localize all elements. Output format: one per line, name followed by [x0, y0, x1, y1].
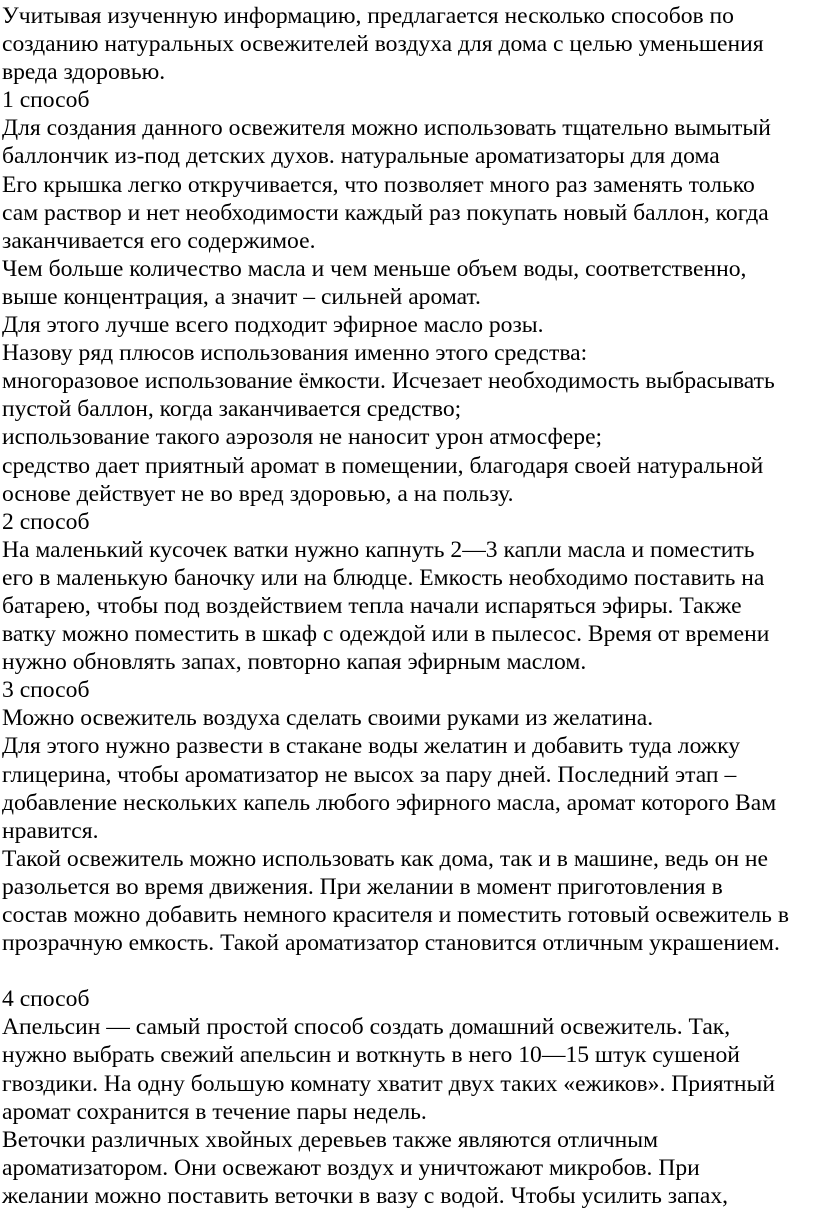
text-line: средство дает приятный аромат в помещении, благодаря своей натуральной	[2, 452, 764, 479]
text-line: аромат сохранится в течение пары недель.	[2, 1098, 427, 1125]
text-line: Чем больше количество масла и чем меньше объем воды, соответственно,	[2, 255, 747, 282]
text-line: Учитывая изученную информацию, предлагается несколько способов по	[2, 3, 734, 29]
text-line: выше концентрация, а значит – сильней аромат.	[2, 283, 481, 310]
document-body	[2, 2, 816, 1210]
text-line: Для этого нужно развести в стакане воды желатин и добавить туда ложку	[2, 733, 741, 760]
text-line: заканчивается его содержимое.	[2, 227, 316, 254]
text-line: глицерина, чтобы ароматизатор не высох за пару дней. Последний этап –	[2, 761, 737, 788]
section-heading: 4 способ	[2, 986, 90, 1013]
text-line: сам раствор и нет необходимости каждый раз покупать новый баллон, когда	[2, 199, 769, 226]
text-line: нужно выбрать свежий апельсин и воткнуть в него 10—15 штук сушеной	[2, 1042, 740, 1069]
text-line: ароматизатором. Они освежают воздух и уничтожают микробов. При	[2, 1154, 700, 1181]
text-line: батарею, чтобы под воздействием тепла начали испаряться эфиры. Также	[2, 592, 742, 619]
text-line: баллончик из-под детских духов. натуральные ароматизаторы для дома	[2, 143, 720, 170]
text-line: Можно освежитель воздуха сделать своими руками из желатина.	[2, 705, 654, 732]
text-line: нужно обновлять запах, повторно капая эфирным маслом.	[2, 649, 587, 676]
text-line: разольется во время движения. При желании в момент приготовления в	[2, 873, 723, 900]
text-line: созданию натуральных освежителей воздуха для дома с целью уменьшения	[2, 31, 764, 58]
blank-line	[2, 957, 816, 985]
text-line: прозрачную емкость. Такой ароматизатор становится отличным украшением.	[2, 930, 780, 957]
text-line: ватку можно поместить в шкаф с одеждой или в пылесос. Время от времени	[2, 621, 770, 648]
text-line: основе действует не во вред здоровью, а на пользу.	[2, 480, 514, 507]
section-heading: 1 способ	[2, 87, 90, 114]
text-line: Его крышка легко откручивается, что позволяет много раз заменять только	[2, 171, 755, 198]
text-line: Такой освежитель можно использовать как дома, так и в машине, ведь он не	[2, 845, 769, 872]
text-line: вреда здоровью.	[2, 59, 166, 86]
text-line: использование такого аэрозоля не наносит урон атмосфере;	[2, 424, 603, 451]
text-line: нравится.	[2, 817, 99, 844]
text-line: добавление нескольких капель любого эфирного масла, аромат которого Вам	[2, 789, 777, 816]
text-line: гвоздики. На одну большую комнату хватит двух таких «ежиков». Приятный	[2, 1070, 775, 1097]
section-heading: 2 способ	[2, 508, 90, 535]
text-line: Для создания данного освежителя можно использовать тщательно вымытый	[2, 115, 771, 142]
text-line: многоразовое использование ёмкости. Исчезает необходимость выбрасывать	[2, 368, 775, 395]
text-line: желании можно поставить веточки в вазу с водой. Чтобы усилить запах,	[2, 1182, 729, 1209]
text-line: Веточки различных хвойных деревьев также являются отличным	[2, 1126, 659, 1153]
text-line: Назову ряд плюсов использования именно этого средства:	[2, 340, 588, 367]
text-line: Для этого лучше всего подходит эфирное масло розы.	[2, 312, 544, 339]
text-line: его в маленькую баночку или на блюдце. Емкость необходимо поставить на	[2, 564, 765, 591]
text-line: состав можно добавить немного красителя и поместить готовый освежитель в	[2, 902, 789, 928]
text-line: пустой баллон, когда заканчивается средство;	[2, 396, 462, 423]
text-line: На маленький кусочек ватки нужно капнуть 2—3 капли масла и поместить	[2, 536, 755, 563]
text-line: Апельсин — самый простой способ создать домашний освежитель. Так,	[2, 1014, 731, 1041]
section-heading: 3 способ	[2, 677, 90, 704]
